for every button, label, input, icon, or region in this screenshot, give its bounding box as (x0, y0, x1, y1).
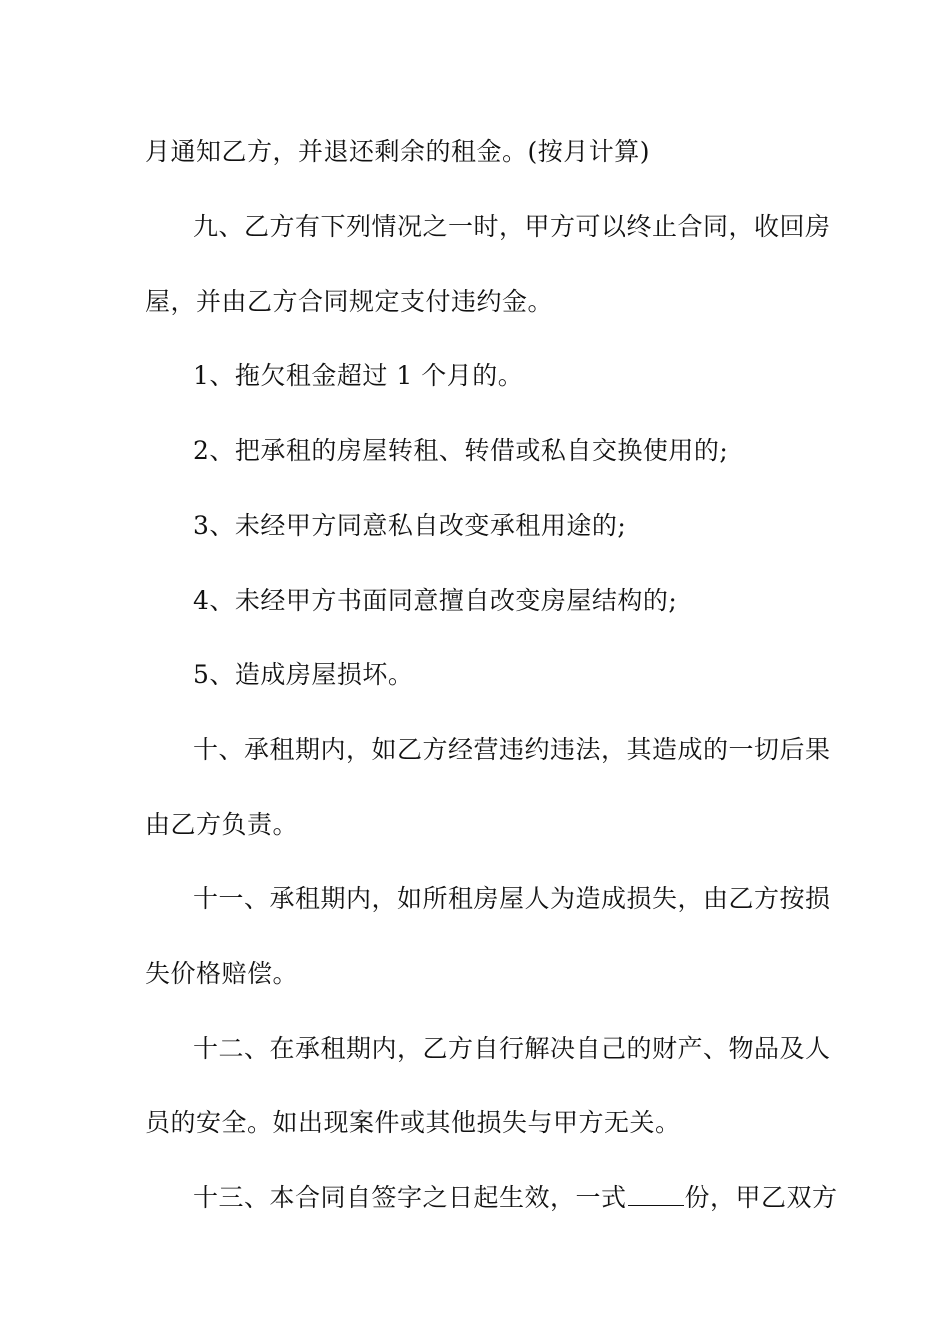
clause-9-line: 九、乙方有下列情况之一时，甲方可以终止合同，收回房 (193, 212, 831, 241)
paragraph-line: 月通知乙方，并退还剩余的租金。(按月计算) (145, 137, 651, 166)
copies-blank-field (628, 1183, 684, 1206)
list-item-3: 3、未经甲方同意私自改变承租用途的; (193, 511, 627, 540)
paragraph-line: 员的安全。如出现案件或其他损失与甲方无关。 (145, 1108, 681, 1137)
clause-11-line: 十一、承租期内，如所租房屋人为造成损失，由乙方按损 (193, 884, 831, 913)
clause-13-text-after: 份，甲乙双方 (684, 1183, 838, 1212)
paragraph-line: 失价格赔偿。 (145, 959, 299, 988)
paragraph-line: 屋，并由乙方合同规定支付违约金。 (145, 287, 554, 316)
clause-12-line: 十二、在承租期内，乙方自行解决自己的财产、物品及人 (193, 1034, 831, 1063)
clause-10-line: 十、承租期内，如乙方经营违约违法，其造成的一切后果 (193, 735, 831, 764)
paragraph-line: 由乙方负责。 (145, 810, 299, 839)
list-item-5: 5、造成房屋损坏。 (193, 660, 414, 689)
clause-13-line (193, 1183, 873, 1213)
list-item-2: 2、把承租的房屋转租、转借或私自交换使用的; (193, 436, 729, 465)
list-item-4: 4、未经甲方书面同意擅自改变房屋结构的; (193, 586, 678, 615)
clause-13-text-before: 十三、本合同自签字之日起生效，一式 (193, 1183, 627, 1212)
list-item-1: 1、拖欠租金超过 1 个月的。 (193, 361, 524, 390)
